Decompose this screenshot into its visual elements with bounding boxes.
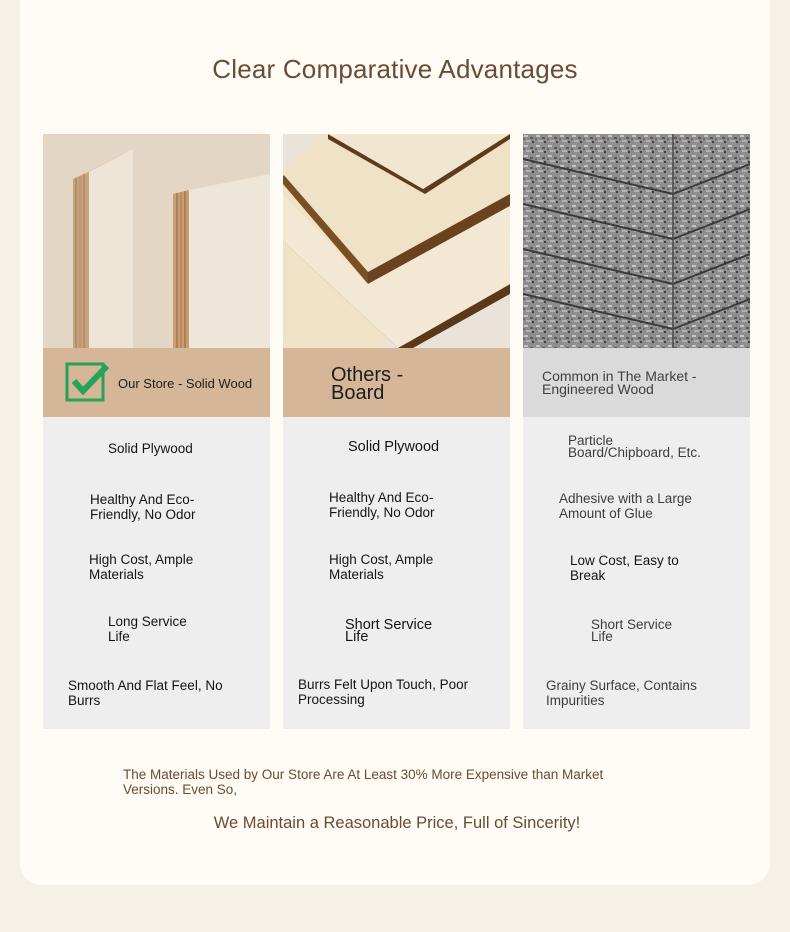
list-item: Short Service Life [345,617,433,645]
page-title: Clear Comparative Advantages [212,54,578,84]
column-header-label: Others - Board [331,364,404,404]
list-item: High Cost, Ample Materials [89,552,194,582]
column-header [43,348,270,417]
column-header [283,348,510,417]
column-others [283,134,510,729]
list-item: Solid Plywood [108,441,193,456]
column-engineered-wood [523,134,750,729]
list-item: Long Service Life [108,614,187,644]
column-header [523,348,750,417]
list-item: Low Cost, Easy to Break [570,553,679,583]
list-item: Solid Plywood [348,439,440,455]
list-item: Burrs Felt Upon Touch, Poor Processing [298,677,469,707]
column-header-label: Our Store - Solid Wood [118,376,253,391]
particle-board-photo [523,134,750,348]
list-item: High Cost, Ample Materials [329,552,434,582]
list-item: Short Service Life [591,617,673,644]
list-item: Adhesive with a Large Amount of Glue [559,491,692,521]
list-item: Grainy Surface, Contains Impurities [546,678,697,708]
list-item: Healthy And Eco-Friendly, No Odor [329,490,435,520]
plywood-photo [43,134,270,348]
list-item: Particle Board/Chipboard, Etc. [568,433,701,460]
slogan: We Maintain a Reasonable Price, Full of Sincerity! [213,814,581,832]
column-our-store [43,134,270,729]
column-header-label: Common in The Market - Engineered Wood [542,368,697,397]
checkmark-icon [65,362,111,402]
list-item: Healthy And Eco-Friendly, No Odor [90,492,196,522]
price-note: The Materials Used by Our Store Are At Least 30% More Expensive than Market Versions. Even So, [123,767,604,797]
board-photo [283,134,510,348]
list-item: Smooth And Flat Feel, No Burrs [68,678,223,708]
